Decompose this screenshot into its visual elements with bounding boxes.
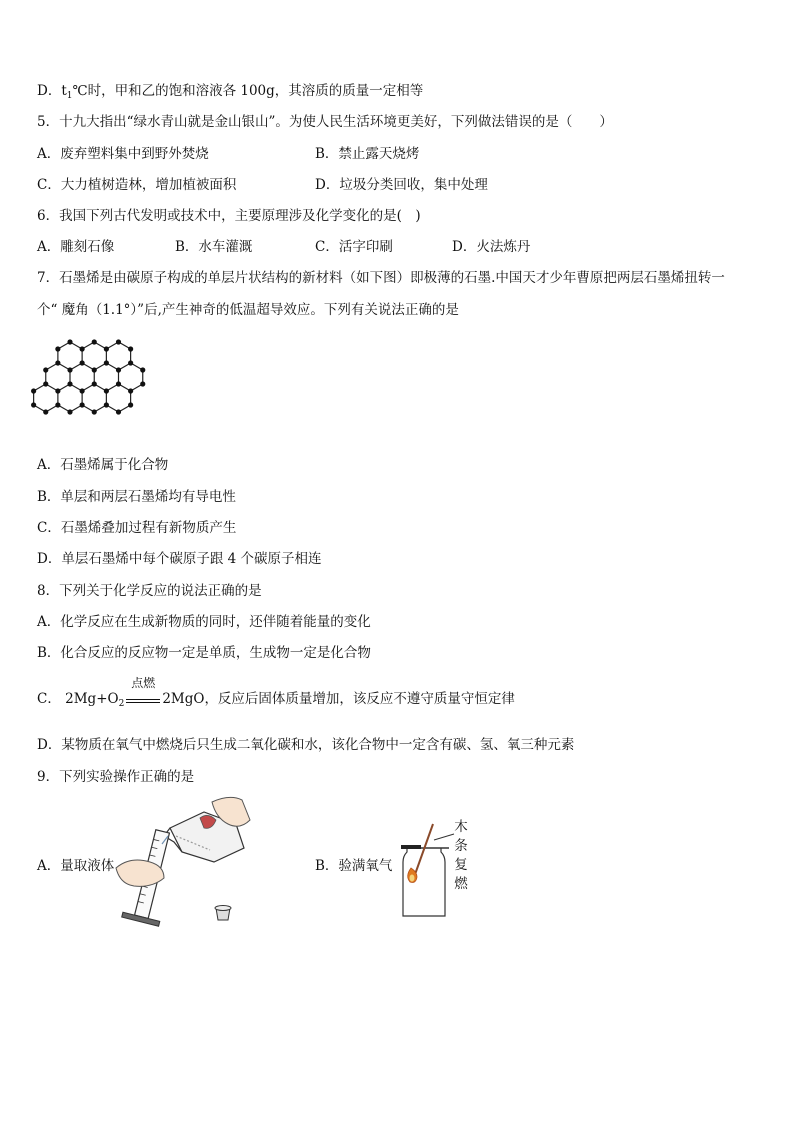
q5-stem: 5．十九大指出“绿水青山就是金山银山”。为使人民生活环境更美好，下列做法错误的是（ ）	[37, 114, 613, 130]
q7-option-b: B．单层和两层石墨烯均有导电性	[37, 489, 236, 505]
carbon-atom	[92, 381, 97, 386]
q7-option-c: C．石墨烯叠加过程有新物质产生	[37, 520, 237, 536]
carbon-atom	[55, 388, 60, 393]
graphene-structure-figure	[38, 338, 178, 436]
measure-liquid-figure	[112, 790, 252, 932]
q6-stem: 6．我国下列古代发明或技术中，主要原理涉及化学变化的是( )	[37, 208, 421, 224]
carbon-atom	[43, 367, 48, 372]
carbon-atom	[80, 388, 85, 393]
q7-option-d: D．单层石墨烯中每个碳原子跟 4 个碳原子相连	[37, 551, 322, 567]
carbon-atom	[43, 409, 48, 414]
carbon-atom	[92, 339, 97, 344]
q8-option-d: D．某物质在氧气中燃烧后只生成二氧化碳和水，该化合物中一定含有碳、氢、氧三种元素	[37, 737, 575, 753]
carbon-atom	[128, 346, 133, 351]
q9-stem: 9．下列实验操作正确的是	[37, 769, 195, 785]
q6-option-d: D．火法炼丹	[452, 239, 531, 255]
q8-option-b: B．化合反应的反应物一定是单质，生成物一定是化合物	[37, 645, 371, 661]
q8-option-c: C． $2Mg+O_2$ 点燃 2MgO，反应后固体质量增加，该反应不遵守质量守恒定律	[37, 676, 515, 709]
carbon-atom	[80, 346, 85, 351]
q5-option-c: C．大力植树造林，增加植被面积	[37, 177, 237, 193]
carbon-atom	[80, 402, 85, 407]
carbon-atom	[104, 388, 109, 393]
carbon-atom	[104, 360, 109, 365]
q6-option-c: C．活字印刷	[315, 239, 393, 255]
q6-option-b: B．水车灌溉	[175, 239, 253, 255]
carbon-atom	[67, 339, 72, 344]
equation-reactants: $2Mg+O_2$	[65, 691, 125, 709]
equation-product: 2MgO	[162, 691, 205, 707]
carbon-atom	[128, 360, 133, 365]
carbon-atom	[67, 409, 72, 414]
carbon-atom	[55, 360, 60, 365]
carbon-atom	[80, 360, 85, 365]
q5-option-a: A．废弃塑料集中到野外焚烧	[37, 146, 209, 162]
reaction-condition: 点燃	[131, 676, 156, 690]
carbon-atom	[128, 402, 133, 407]
q8-option-a: A．化学反应在生成新物质的同时，还伴随着能量的变化	[37, 614, 371, 630]
carbon-atom	[31, 388, 36, 393]
carbon-atom	[140, 367, 145, 372]
q7-stem-line2: 个“ 魔角（1.1°）”后,产生神奇的低温超导效应。下列有关说法正确的是	[37, 302, 459, 318]
q5-option-b: B．禁止露天烧烤	[315, 146, 420, 162]
carbon-atom	[116, 367, 121, 372]
q7-option-a: A．石墨烯属于化合物	[37, 457, 169, 473]
carbon-atom	[55, 346, 60, 351]
carbon-atom	[128, 388, 133, 393]
carbon-atom	[116, 381, 121, 386]
q8-stem: 8．下列关于化学反应的说法正确的是	[37, 583, 262, 599]
carbon-atom	[92, 409, 97, 414]
q9-option-a: A．量取液体	[37, 858, 115, 874]
q5-option-d: D．垃圾分类回收，集中处理	[315, 177, 488, 193]
carbon-atom	[67, 381, 72, 386]
carbon-atom	[92, 367, 97, 372]
carbon-atom	[55, 402, 60, 407]
carbon-atom	[43, 381, 48, 386]
figure-label-wood-splint-relights: 木条复燃	[454, 819, 468, 892]
q4-option-d: D．$t_1℃$时，甲和乙的饱和溶液各 100g，其溶质的质量一定相等	[37, 83, 424, 101]
q6-option-a: A．雕刻石像	[37, 239, 115, 255]
carbon-atom	[116, 339, 121, 344]
q7-stem-line1: 7．石墨烯是由碳原子构成的单层片状结构的新材料（如下图）即极薄的石墨.中国天才少年曹原把两层石墨烯扭转一	[37, 270, 725, 286]
carbon-atom	[67, 367, 72, 372]
carbon-atom	[31, 402, 36, 407]
q9-option-b: B．验满氧气	[315, 858, 393, 874]
reaction-arrow	[126, 676, 160, 703]
carbon-atom	[104, 346, 109, 351]
carbon-atom	[140, 381, 145, 386]
carbon-atom	[116, 409, 121, 414]
carbon-atom	[104, 402, 109, 407]
